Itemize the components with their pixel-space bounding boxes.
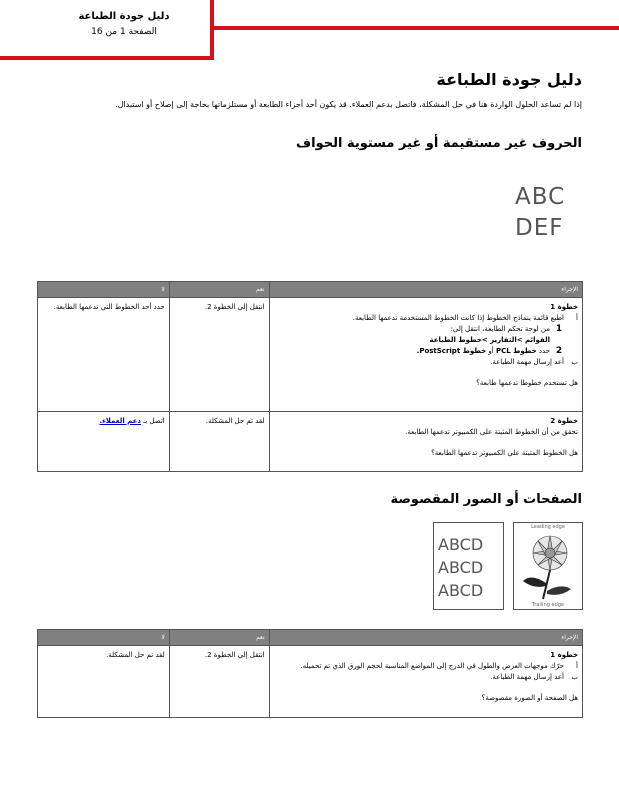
list-marker: 2	[555, 346, 563, 356]
header-yes: نعم	[169, 630, 269, 646]
header-yes: نعم	[169, 282, 269, 298]
table-header-row	[38, 630, 583, 646]
step-title: خطوة 2	[550, 417, 578, 425]
header-no: لا	[38, 630, 170, 646]
step1-action	[269, 298, 582, 412]
trailing-edge-label: Trailing edge	[531, 602, 565, 608]
list-marker: 1	[555, 324, 563, 334]
header-rule	[214, 26, 619, 30]
step-question: هل الخطوط المثبتة على الكمبيوتر تدعمها الطابعة؟	[431, 449, 578, 457]
sample-line-2: DEF	[515, 215, 564, 241]
section1-heading: الحروف غير مستقيمة أو غير مستوية الحواف	[296, 136, 582, 151]
step1-no: حدد أحد الخطوط التي تدعمها الطابعة.	[38, 298, 170, 412]
contact-text: اتصل بـ	[143, 417, 165, 425]
table-row	[38, 412, 583, 472]
clipped-line-1: ABCD	[438, 535, 484, 554]
section1-table	[37, 281, 583, 472]
s2-step1-action	[269, 646, 582, 718]
s2-step1-no: لقد تم حل المشكلة.	[38, 646, 170, 718]
clipped-image-sample	[513, 522, 583, 610]
header-title: دليل جودة الطباعة	[78, 11, 170, 22]
clipped-line-2: ABCD	[438, 558, 484, 577]
list-text: أعد إرسال مهمة الطباعة.	[490, 358, 564, 366]
list-text: أعد إرسال مهمة الطباعة.	[490, 673, 564, 681]
step-title: خطوة 1	[550, 303, 578, 311]
or-text: أو	[488, 347, 494, 355]
flower-icon	[517, 531, 579, 601]
list-marker: ب	[571, 358, 578, 366]
pcl-fonts: خطوط PCL	[495, 347, 537, 355]
leading-edge-label: Leading edge	[531, 524, 565, 530]
header-action: الإجراء	[269, 282, 582, 298]
header-no: لا	[38, 282, 170, 298]
list-marker: أ	[576, 662, 578, 670]
page-title: دليل جودة الطباعة	[436, 70, 582, 89]
jagged-characters-sample	[505, 168, 581, 256]
list-item	[274, 313, 578, 324]
step2-no	[38, 412, 170, 472]
table-row	[38, 298, 583, 412]
step-question: هل تستخدم خطوطا تدعمها طابعة؟	[476, 379, 578, 387]
list-marker: ب	[571, 673, 578, 681]
list-item	[274, 357, 578, 368]
step2-action	[269, 412, 582, 472]
section2-table	[37, 629, 583, 718]
step2-yes: لقد تم حل المشكلة.	[169, 412, 269, 472]
menu-path: القوائم >التقارير >خطوط الطباعة	[429, 336, 550, 344]
s2-step1-yes: انتقل إلى الخطوة 2.	[169, 646, 269, 718]
sample-line-1: ABC	[515, 184, 566, 210]
clipped-line-3: ABCD	[438, 581, 484, 600]
table-header-row	[38, 282, 583, 298]
list-marker: أ	[576, 314, 578, 322]
step-title: خطوة 1	[550, 651, 578, 659]
header-action: الإجراء	[269, 630, 582, 646]
list-text: حدد	[538, 347, 550, 355]
clipped-text-sample	[433, 522, 504, 610]
step-text: تحقق من أن الخطوط المثبتة على الكمبيوتر تدعمها الطابعة.	[405, 428, 578, 436]
list-text: حرّك موجهات العرض والطول في الدرج إلى المواضع المناسبة لحجم الورق الذي تم تحميله.	[300, 662, 564, 670]
list-item	[274, 346, 578, 357]
page-number: الصفحة 1 من 16	[91, 27, 157, 37]
list-text: اطبع قائمة بنماذج الخطوط إذا كانت الخطوط المستخدمة تدعمها الطابعة.	[352, 314, 564, 322]
list-text: من لوحة تحكم الطابعة، انتقل إلى:	[450, 325, 550, 333]
step1-yes: انتقل إلى الخطوة 2.	[169, 298, 269, 412]
section2-heading: الصفحات أو الصور المقصوصة	[390, 492, 582, 507]
list-item	[274, 672, 578, 683]
list-item	[274, 661, 578, 672]
list-item	[274, 324, 578, 335]
step-question: هل الصفحة أو الصورة مقصوصة؟	[481, 694, 578, 702]
intro-text: إذا لم تساعد الحلول الواردة هنا في حل المشكلة، فاتصل بدعم العملاء. قد يكون أحد أجزاء الطابعة أو مستلزماتها بحاجة إلى إصلاح أو استبدال.	[115, 100, 582, 109]
table-row	[38, 646, 583, 718]
customer-support-link[interactable]: دعم العملاء.	[99, 417, 142, 425]
postscript-fonts: خطوط PostScript.	[416, 347, 487, 355]
